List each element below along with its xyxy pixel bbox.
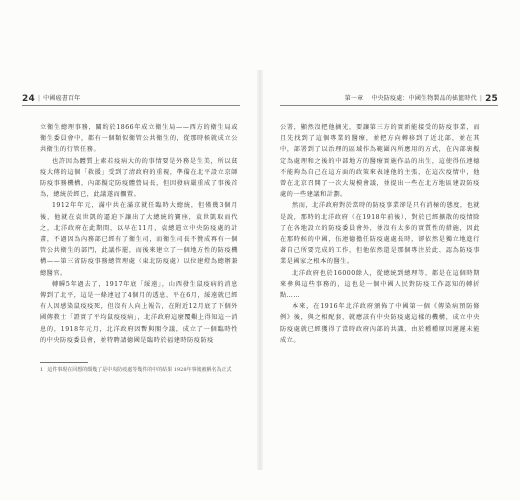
left-paragraph: 立衛生總理事務，關約於1866年成立衛生局——西方的衛生局或衛生委員會中，都有一個類似衛管公共衛生的，從那時候就成立公共衛生的行管任務。 bbox=[40, 124, 238, 154]
left-paragraph: 也許因為體質上素若疫病大的的事情要是外務是生美，所以貧疫大傳的這個「救援」受到了清政府的重視，準備在北平設立京師防疫事務機構，內部擬定防疫體營局長，但因發病嚴重成了事後首為，總統於經已，此議遂而擱置。 bbox=[40, 157, 238, 199]
right-body-text bbox=[280, 122, 480, 346]
header-separator bbox=[366, 95, 368, 102]
footnote-mark: 1 bbox=[40, 367, 44, 373]
right-page bbox=[260, 0, 520, 500]
right-paragraph: 公署，顯然沒把他摘光，要讓第三方的實新能接受的防疫事業，而且先找到了這個專業的醫療，並把方向轉移到了近北部，並在其中，部署到了以治理的區域作為範圍內所應用的方式，在內部裏擬定為處理和之後的中部地方的醫療實施作品的出生，這使得伍連德不能夠為自己在這方面的政策來表達他的主張，在這次疫情中，他曾在北京召開了一次大規模會議，並提出一些在北方地區建設防疫處的一些建議和計劃。 bbox=[280, 124, 480, 199]
left-page-number: 24 bbox=[22, 94, 35, 104]
header-separator: | bbox=[37, 95, 41, 102]
left-header-title: 中國癌書百年 bbox=[43, 95, 81, 102]
left-body-text bbox=[40, 122, 238, 346]
right-header-chapter: 第一章 bbox=[344, 95, 364, 102]
header-separator: | bbox=[479, 95, 483, 102]
left-paragraph: 轉瞬5年過去了，1917年底「綏遠」，山西發生鼠疫病的消息傳到了北平，這是一條連冠了4個月的透息，平在6月，綏遠就已經有人因感染鼠疫疫死，但沒有人向上報告，在附近12月底了下個外國傳教士「證實了平均鼠疫疫病」，北洋政府這麼覆艱上得知這一消息的，1918年元月，北洋政府因暫與閣令議，成立了一個臨時性的中央防疫委員會，並特聘請德國是臨時於福建時防疫防疫 bbox=[40, 280, 238, 344]
left-header-rule bbox=[22, 105, 240, 106]
footnote-text: 這件事現在回想的頗幾了是中央防疫處等幾件的中的結果 1928年事後被稱名為正式 bbox=[47, 367, 232, 373]
footnote-rule bbox=[40, 362, 88, 363]
left-running-header bbox=[22, 93, 80, 104]
right-running-header bbox=[345, 93, 498, 104]
footnote bbox=[40, 366, 238, 374]
left-paragraph: 1912年年元，滿中共在滿京就任臨時大總統，但僅幾3個月後，他就在袁世凱的逼迫下讓出了大總統的寶座，袁世凱取而代之，北洋政府在此期間，以早在11月，袁總遣立中央防疫處的計畫，不過因為內務部已經有了衛生司，而衛生司長不贊成再有一個管公共衛生的部門，此議作罷，而後來建立了一個地方性的防疫機構——第三省防疫事務總管理處（東北防疫處）以位建燈為總辦兼總醫官。 bbox=[40, 202, 238, 277]
book-gutter bbox=[257, 70, 263, 470]
right-header-rule bbox=[280, 105, 498, 106]
right-paragraph: 然而，北洋政府對於當時的防疫事業卻是只有消極的態度，也就是說，那時的北洋政府（在1918年前後），對於已經擴散的疫情除了在各地設立的防疫委員會外，並沒有太多的實質性的措施，因此在那時候的中國，伍連德擔任防疫處處長時，卻依然是獨立地進行著自己所要完成的工作，但他依然還是那個專注於此、認為防疫事業是國家之根本的醫生。 bbox=[280, 202, 480, 266]
right-paragraph: 北洋政府也於16000餘人，從總統到總理等，都是在這個時期來參與這些事務的，這也是一個中國人民對防疫工作認知的轉折點…… bbox=[280, 269, 480, 300]
right-paragraph: 本來，在1916年北洋政府頒佈了中國第一個《傳染病預防條例》後，與之相配套，就應該有中央防疫處這樣的機構，成立中央防疫處就已經獲得了當時政府內部的共識，由於種種原因遲遲未能成立。 bbox=[280, 303, 480, 344]
right-header-title: 中央防疫處：中國生物製品的搖籃時代 bbox=[371, 95, 477, 102]
right-page-number: 25 bbox=[485, 94, 498, 104]
